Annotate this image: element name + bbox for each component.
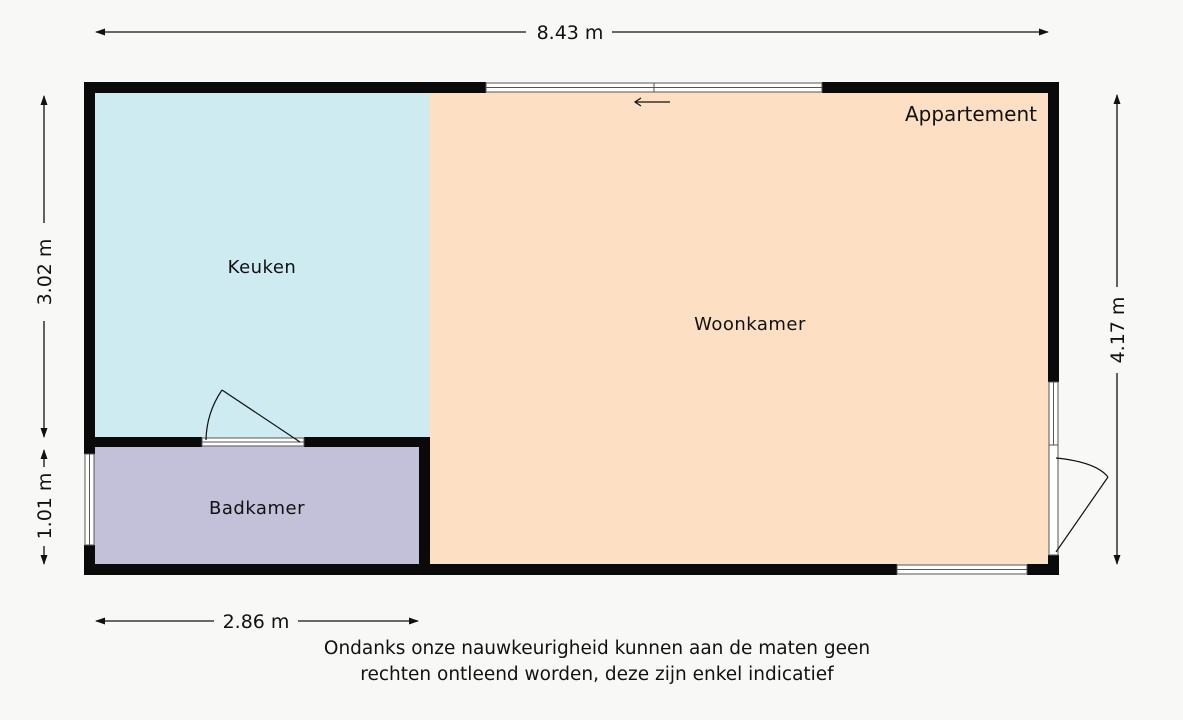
dimension-label-bathroom-width: 2.86 m: [222, 611, 290, 633]
room-label-woonkamer: Woonkamer: [694, 314, 806, 335]
plan-title: Appartement: [904, 102, 1037, 126]
disclaimer-line-2: rechten ontleend worden, deze zijn enkel indicatief: [360, 664, 834, 685]
dimension-label-bathroom-height: 1.01 m: [34, 472, 56, 540]
dimension-bathroom-height: [34, 450, 56, 564]
dimension-kitchen-height: [34, 96, 56, 437]
door-frame-entrance: [1049, 445, 1058, 555]
dimension-total-height: [1107, 95, 1129, 564]
dimension-total-width: [96, 22, 1048, 44]
dimension-label-kitchen-height: 3.02 m: [34, 238, 56, 306]
disclaimer: [247, 636, 947, 688]
room-label-badkamer: Badkamer: [209, 498, 305, 519]
room-label-keuken: Keuken: [227, 257, 297, 278]
dimension-label-total-height: 4.17 m: [1107, 296, 1129, 364]
door-swing-entrance: [1056, 458, 1108, 552]
disclaimer-line-1: Ondanks onze nauwkeurigheid kunnen aan de maten geen: [323, 638, 871, 659]
dimension-label-total-width: 8.43 m: [536, 22, 604, 44]
dimension-bathroom-width: [96, 611, 418, 633]
